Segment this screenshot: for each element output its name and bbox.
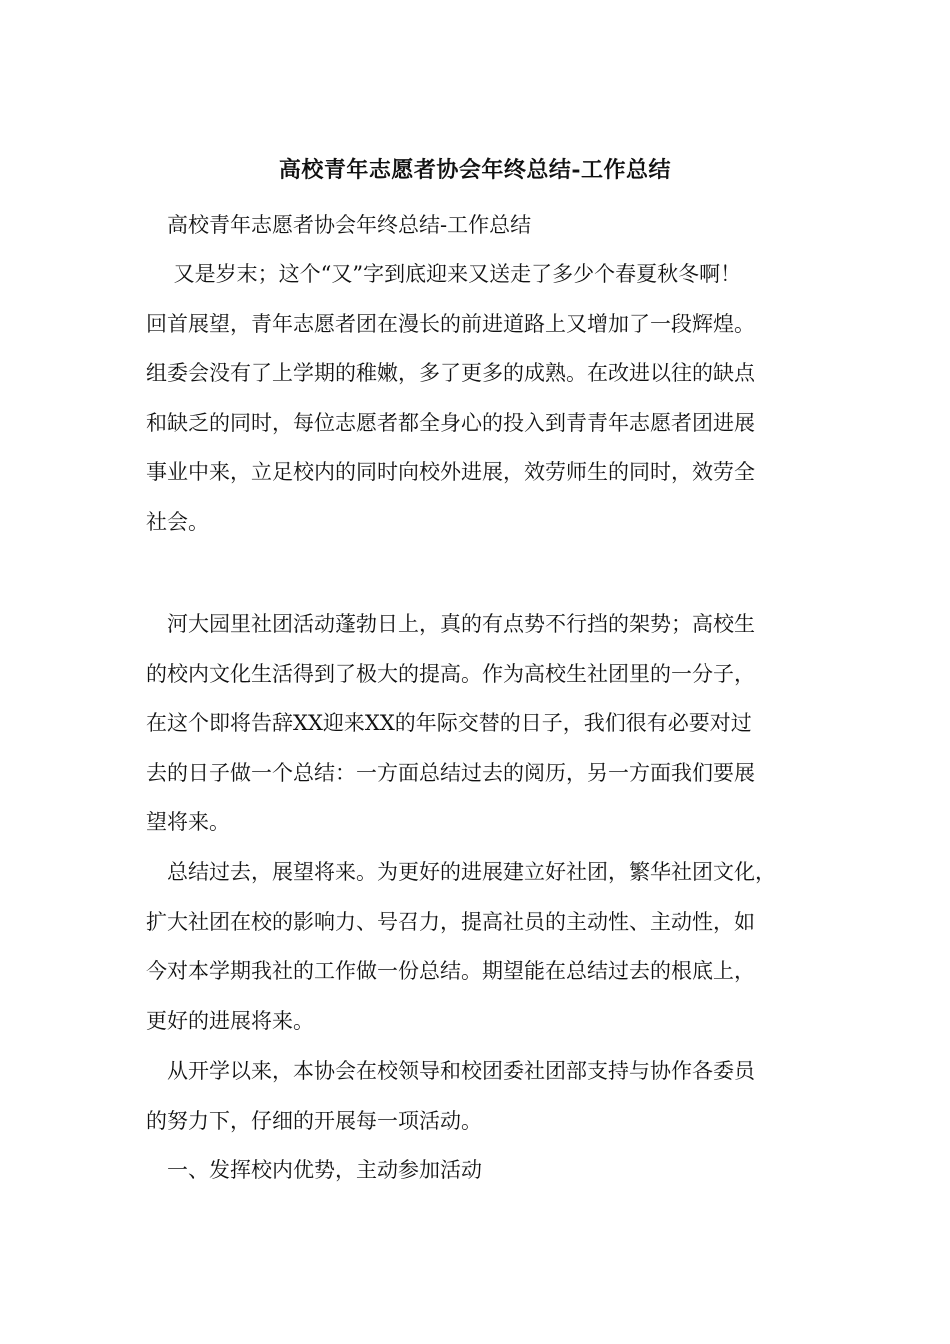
paragraph-line: 在这个即将告辞XX迎来XX的年际交替的日子，我们很有必要对过 bbox=[146, 711, 752, 735]
paragraph-line: 回首展望，青年志愿者团在漫长的前进道路上又增加了一段辉煌。 bbox=[146, 311, 755, 336]
paragraph-line: 去的日子做一个总结：一方面总结过去的阅历，另一方面我们要展 bbox=[146, 760, 755, 785]
paragraph-line: 扩大社团在校的影响力、号召力，提高社员的主动性、主动性，如 bbox=[146, 909, 755, 934]
paragraph-line: 的努力下，仔细的开展每一项活动。 bbox=[146, 1108, 482, 1133]
paragraph-2 bbox=[146, 600, 822, 848]
paragraph-line: 今对本学期我社的工作做一份总结。期望能在总结过去的根底上， bbox=[146, 959, 755, 983]
paragraph-3 bbox=[146, 848, 822, 1046]
section-heading bbox=[146, 1146, 822, 1196]
paragraph-line: 总结过去，展望将来。为更好的进展建立好社团，繁华社团文化， bbox=[146, 860, 776, 884]
paragraph-line: 河大园里社团活动蓬勃日上，真的有点势不行挡的架势；高校生 bbox=[146, 612, 755, 636]
subtitle-line: 高校青年志愿者协会年终总结-工作总结 bbox=[146, 213, 532, 237]
document-subtitle bbox=[146, 201, 822, 251]
paragraph-line: 社会。 bbox=[146, 509, 209, 534]
paragraph-line: 又是岁末；这个“又”字到底迎来又送走了多少个春夏秋冬啊！ bbox=[146, 262, 742, 286]
paragraph-line: 从开学以来，本协会在校领导和校团委社团部支持与协作各委员 bbox=[146, 1059, 755, 1083]
paragraph-1 bbox=[146, 250, 822, 547]
paragraph-line: 组委会没有了上学期的稚嫩，多了更多的成熟。在改进以往的缺点 bbox=[146, 361, 755, 385]
paragraph-line: 的校内文化生活得到了极大的提高。作为高校生社团里的一分子， bbox=[146, 661, 755, 686]
paragraph-line: 和缺乏的同时，每位志愿者都全身心的投入到青青年志愿者团进展 bbox=[146, 410, 755, 435]
paragraph-line: 事业中来，立足校内的同时向校外进展，效劳师生的同时，效劳全 bbox=[146, 460, 755, 484]
section-heading-text: 一、发挥校内优势，主动参加活动 bbox=[146, 1158, 482, 1182]
paragraph-4 bbox=[146, 1047, 822, 1146]
paragraph-line: 更好的进展将来。 bbox=[146, 1008, 314, 1033]
document-title: 高校青年志愿者协会年终总结-工作总结 bbox=[278, 157, 672, 183]
paragraph-line: 望将来。 bbox=[146, 810, 230, 834]
